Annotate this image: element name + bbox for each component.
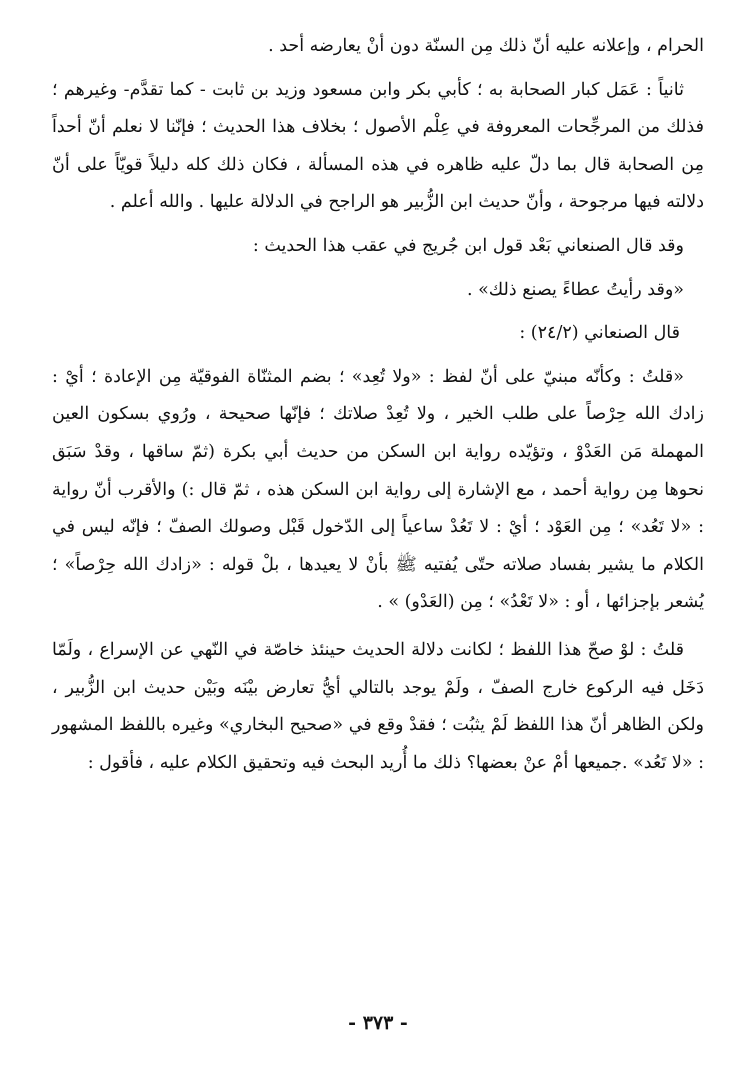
page-number: - ٣٧٣ - — [348, 1012, 408, 1034]
paragraph-sanani-intro: وقد قال الصنعاني بَعْد قول ابن جُريج في عقب هذا الحديث : — [252, 235, 684, 256]
paragraph-second-argument: ثانياً : عَمَل كبار الصحابة به ؛ كأبي بكر وابن مسعود وزيد بن ثابت - كما تقدَّم- وغيرهم ؛ فذلك من المرجِّحات المعروفة في عِلْم الأصول ؛ بخلاف هذا الحديث ؛ فإنّنا لا نعلم أنّ أحداً مِن الصحابة قال بما دلّ عليه ظاهره في هذه المسألة ، فكان ذلك كله دليلاً قويّاً على أنّ دلالته فيها مرجوحة ، وأنّ حديث ابن الزُّبير هو الراجح في الدلالة عليها . والله أعلم . — [52, 79, 704, 213]
paragraph-author-response: قلتُ : لوْ صحّ هذا اللفظ ؛ لكانت دلالة الحديث حينئذ خاصّة في النّهي عن الإسراع ، ولَمّا دَخَل فيه الركوع خارج الصفّ ، ولَمْ يوجد بالتالي أيُّ تعارض بيْنَه وبَيْن حديث ابن الزُّبير ، ولكن الظاهر أنّ هذا اللفظ لَمْ يثبُت ؛ فقدْ وقع في «صحيح البخاري» وغيره باللفظ المشهور : «لا تَعُد» .جميعها أمْ عنْ بعضها؟ ذلك ما أُريد البحث فيه وتحقيق الكلام عليه ، فأقول : — [52, 639, 704, 773]
paragraph-sanani-citation: قال الصنعاني (٢٤/٢) : — [519, 323, 680, 344]
paragraph-sanani-quote: «قلتُ : وكأنّه مبنيّ على أنّ لفظ : «ولا تُعِد» ؛ بضم المثنّاة الفوقيّة مِن الإعادة ؛ أيْ : زادك الله حِرْصاً على طلب الخير ، ولا تُعِدْ صلاتك ؛ فإنّها صحيحة ، ورُوي بسكون العين المهملة مَن العَدْوْ ، وتؤيّده رواية ابن السكن من حديث أبي بكرة (ثمّ ساقها ، وقدْ سَبَق نحوها مِن رواية أحمد ، مع الإشارة إلى رواية ابن السكن هذه ، ثمّ قال :) والأقرب أنّ رواية : «لا تَعُد» ؛ مِن العَوْد ؛ أيْ : لا تَعُدْ ساعياً إلى الدّخول قَبْل وصولك الصفّ ؛ فإنّه ليس في الكلام ما يشير بفساد صلاته حتّى يُفتيه ﷺ بأنْ لا يعيدها ، بلْ قوله : «زادك الله حِرْصاً» ؛ يُشعر بإجزائها ، أو : «لا تَعْدُ» ؛ مِن (العَدْو) » . — [52, 366, 704, 613]
book-page — [52, 28, 704, 1068]
paragraph-ibn-jurayj-quote: «وقد رأيتُ عطاءً يصنع ذلك» . — [466, 279, 684, 300]
paragraph-continuation: الحرام ، وإعلانه عليه أنّ ذلك مِن السنّة دون أنْ يعارضه أحد . — [268, 36, 704, 56]
